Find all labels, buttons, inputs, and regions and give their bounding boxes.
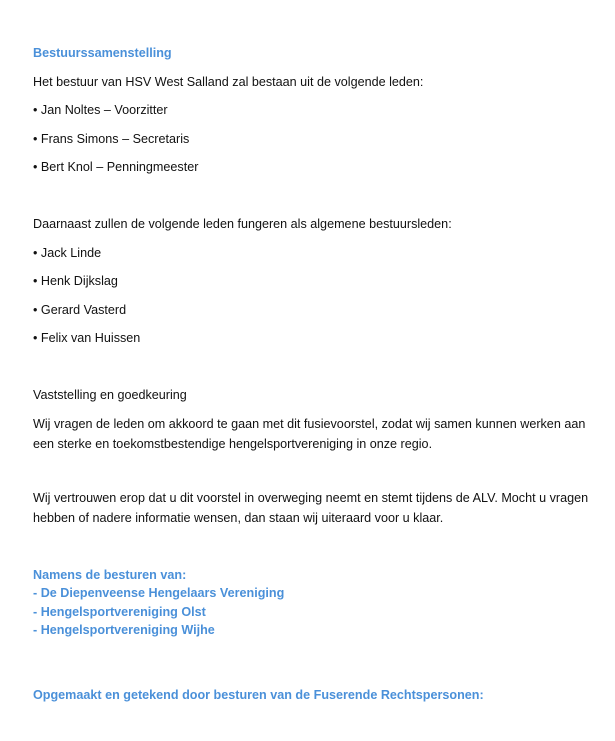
general-member: • Felix van Huissen — [33, 331, 141, 345]
closing-statement: Opgemaakt en getekend door besturen van de Fuserende Rechtspersonen: — [33, 688, 484, 702]
trust-paragraph: Wij vertrouwen erop dat u dit voorstel in overweging neemt en stemt tijdens de ALV. Mocht u vragen hebben of nadere informatie wensen, dan staan wij uiteraard voor u klaar. — [33, 491, 589, 525]
general-members-intro: Daarnaast zullen de volgende leden fungeren als algemene bestuursleden: — [33, 217, 452, 231]
approval-heading: Vaststelling en goedkeuring — [33, 388, 187, 402]
section-heading: Bestuurssamenstelling — [33, 46, 172, 60]
board-member: • Bert Knol – Penningmeester — [33, 160, 199, 174]
board-member: • Jan Noltes – Voorzitter — [33, 103, 168, 117]
board-member: • Frans Simons – Secretaris — [33, 132, 190, 146]
signoff-club: - De Diepenveense Hengelaars Vereniging — [33, 586, 285, 600]
approval-paragraph: Wij vragen de leden om akkoord te gaan met dit fusievoorstel, zodat wij samen kunnen werken aan een sterke en toekomstbestendige hengelsportvereniging in onze regio. — [33, 417, 586, 451]
board-intro: Het bestuur van HSV West Salland zal bestaan uit de volgende leden: — [33, 75, 424, 89]
signoff-title: Namens de besturen van: — [33, 568, 187, 582]
general-member: • Jack Linde — [33, 246, 102, 260]
signoff-club: - Hengelsportvereniging Wijhe — [33, 623, 215, 637]
general-member: • Gerard Vasterd — [33, 303, 127, 317]
general-member: • Henk Dijkslag — [33, 274, 118, 288]
signoff-club: - Hengelsportvereniging Olst — [33, 605, 206, 619]
